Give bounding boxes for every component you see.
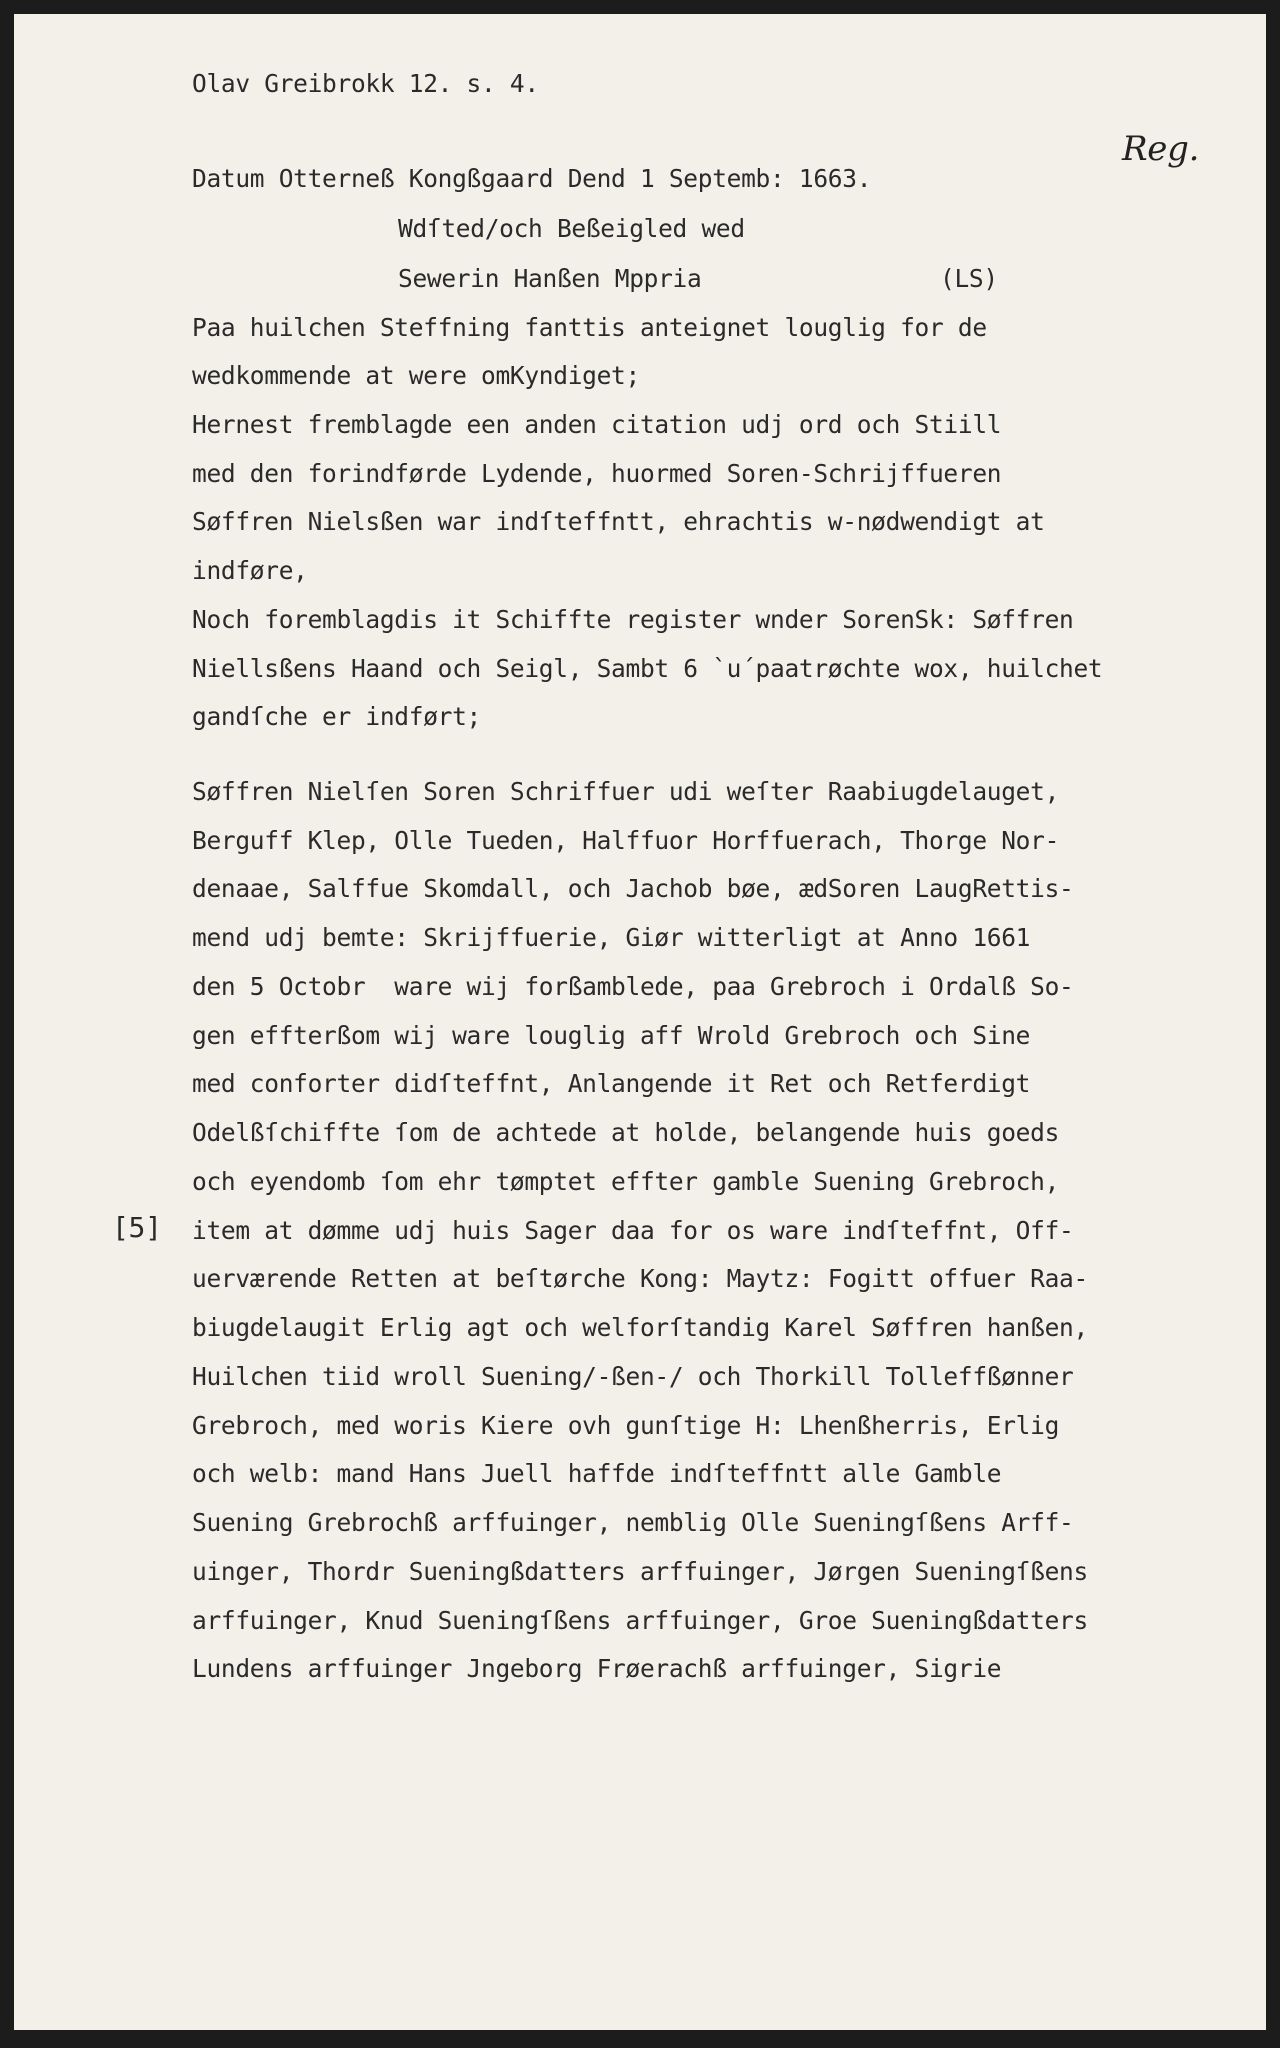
text-line: uerværende Retten at beſtørche Kong: Maytz: Fogitt offuer Raa- xyxy=(192,1264,1088,1293)
page-marker: [5] xyxy=(112,1211,162,1244)
text-line: Huilchen tiid wroll Suening/-ßen-/ och Thorkill Tolleffßønner xyxy=(192,1362,1074,1391)
text-line: gandſche er indført; xyxy=(192,702,482,731)
text-line: Søffren Nielſen Soren Schriffuer udi weſter Raabiugdelauget, xyxy=(192,777,1060,806)
text-line: Søffren Nielsßen war indſteffntt, ehrachtis w-nødwendigt at xyxy=(192,507,1045,536)
text-line: biugdelaugit Erlig agt och welforſtandig Karel Søffren hanßen, xyxy=(192,1313,1088,1342)
text-line: gen effterßom wij ware louglig aff Wrold Grebroch och Sine xyxy=(192,1021,1031,1050)
text-line: Noch foremblagdis it Schiffte register wnder SorenSk: Søffren xyxy=(192,605,1074,634)
text-line: den 5 Octobr ware wij forßamblede, paa Grebroch i Ordalß So- xyxy=(192,972,1074,1001)
text-line: Berguff Klep, Olle Tueden, Halffuor Horffuerach, Thorge Nor- xyxy=(192,826,1060,855)
text-line: Niellsßens Haand och Seigl, Sambt 6 `u´paatrøchte wox, huilchet xyxy=(192,654,1103,683)
text-line: wedkommende at were omKyndiget; xyxy=(192,361,640,390)
margin-note: Reg. xyxy=(1122,129,1200,169)
text-line: mend udj bemte: Skrijffuerie, Giør witterligt at Anno 1661 xyxy=(192,923,1031,952)
text-line: och eyendomb ſom ehr tømptet effter gamble Suening Grebroch, xyxy=(192,1167,1060,1196)
text-line: Hernest fremblagde een anden citation udj ord och Stiill xyxy=(192,410,1002,439)
text-line: Lundens arffuinger Jngeborg Frøerachß arffuinger, Sigrie xyxy=(192,1654,1002,1683)
page-header: Olav Greibrokk 12. s. 4. xyxy=(192,69,539,98)
text-line: Suening Grebrochß arffuinger, nemblig Olle Sueningſßens Arff- xyxy=(192,1508,1074,1537)
text-line: och welb: mand Hans Juell haffde indſteffntt alle Gamble xyxy=(192,1459,1002,1488)
text-line: Paa huilchen Steffning fanttis anteignet louglig for de xyxy=(192,313,987,342)
text-line: Sewerin Hanßen Mppria xyxy=(398,264,702,293)
text-line: item at dømme udj huis Sager daa for os ware indſteffnt, Off- xyxy=(192,1216,1074,1245)
text-line: arffuinger, Knud Sueningſßens arffuinger, Groe Sueningßdatters xyxy=(192,1606,1088,1635)
seal-mark: (LS) xyxy=(940,264,998,293)
text-line: med conforter didſteffnt, Anlangende it Ret och Retferdigt xyxy=(192,1069,1031,1098)
text-line: Datum Otterneß Kongßgaard Dend 1 Septemb: 1663. xyxy=(192,164,872,193)
text-line: Odelßſchiffte ſom de achtede at holde, belangende huis goeds xyxy=(192,1118,1060,1147)
text-line: uinger, Thordr Sueningßdatters arffuinger, Jørgen Sueningſßens xyxy=(192,1557,1088,1586)
document-page xyxy=(14,14,1266,2030)
text-line: denaae, Salffue Skomdall, och Jachob bøe, ædSoren LaugRettis- xyxy=(192,874,1074,903)
text-line: Wdſted/och Beßeigled wed xyxy=(398,214,745,243)
text-line: Grebroch, med woris Kiere ovh gunſtige H: Lhenßherris, Erlig xyxy=(192,1411,1060,1440)
text-line: med den forindførde Lydende, huormed Soren-Schrijffueren xyxy=(192,459,1002,488)
text-line: indføre, xyxy=(192,556,308,585)
